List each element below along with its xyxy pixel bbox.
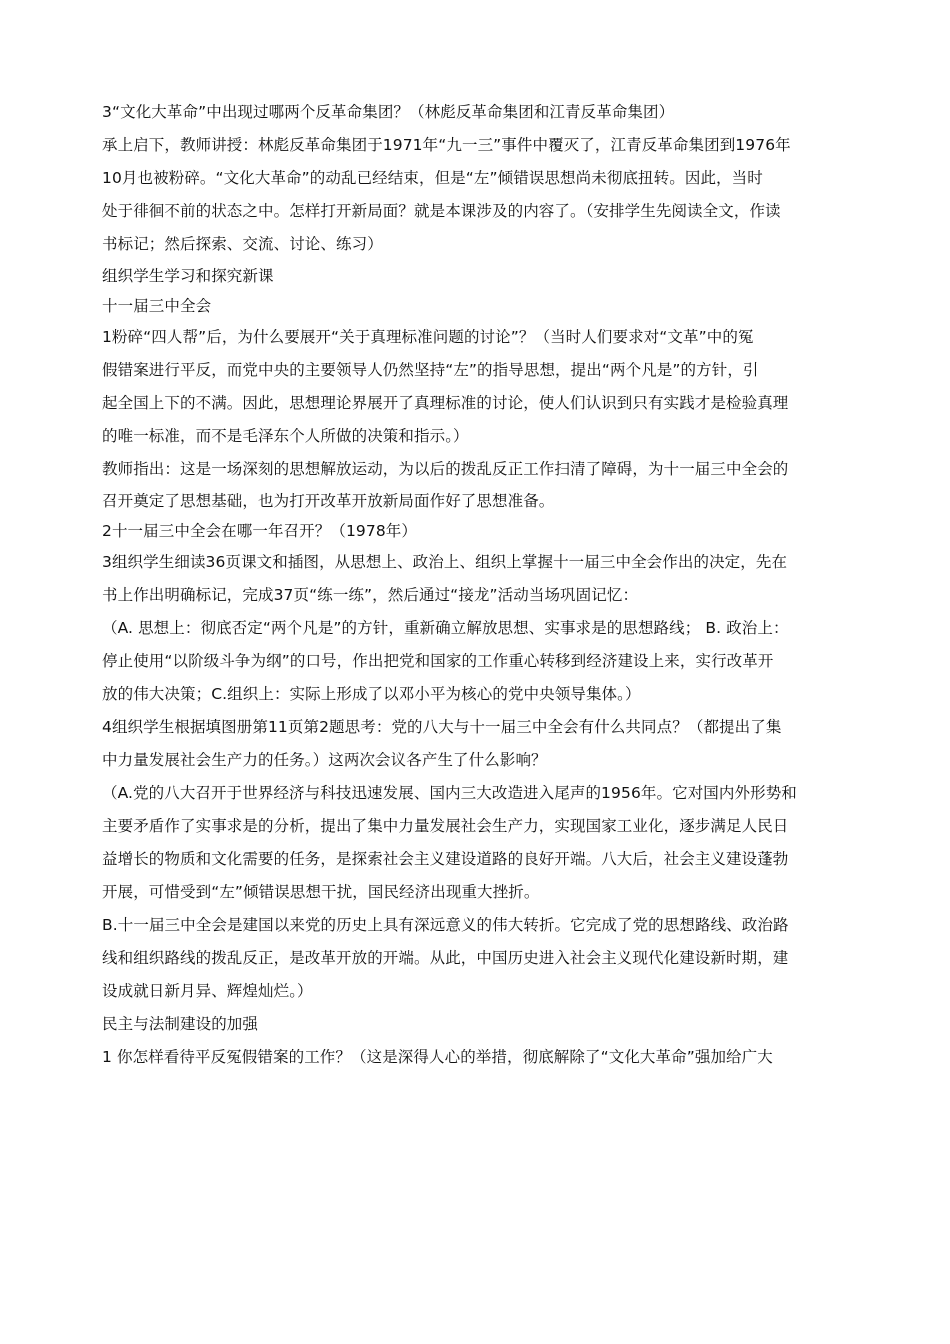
text-line: 假错案进行平反，而党中央的主要领导人仍然坚持“左”的指导思想，提出“两个凡是”的方针，引 (102, 361, 759, 379)
section-heading: 十一届三中全会 (102, 297, 212, 315)
text-line: 益增长的物质和文化需要的任务，是探索社会主义建设道路的良好开端。八大后，社会主义建设蓬勃 (102, 850, 789, 868)
section-heading: 组织学生学习和探究新课 (102, 267, 274, 285)
text-line: 10月也被粉碎。“文化大革命”的动乱已经结束，但是“左”倾错误思想尚未彻底扭转。因此，当时 (102, 169, 763, 187)
text-line: 3“文化大革命”中出现过哪两个反革命集团？（林彪反革命集团和江青反革命集团） (102, 103, 675, 121)
text-line: 中力量发展社会生产力的任务。）这两次会议各产生了什么影响？ (102, 751, 547, 769)
text-line: （A. 思想上：彻底否定“两个凡是”的方针，重新确立解放思想、实事求是的思想路线； B. 政治上： (102, 619, 789, 637)
text-line: 处于徘徊不前的状态之中。怎样打开新局面？就是本课涉及的内容了。（安排学生先阅读全文，作读 (102, 202, 781, 220)
text-line: 4组织学生根据填图册第11页第2题思考：党的八大与十一届三中全会有什么共同点？（都提出了集 (102, 718, 782, 736)
text-line: 设成就日新月异、辉煌灿烂。） (102, 982, 313, 1000)
text-line: 放的伟大决策；C.组织上：实际上形成了以邓小平为核心的党中央领导集体。） (102, 685, 641, 703)
text-line: 书标记；然后探索、交流、讨论、练习） (102, 235, 383, 253)
text-line: （A.党的八大召开于世界经济与科技迅速发展、国内三大改造进入尾声的1956年。它对国内外形势和 (102, 784, 797, 802)
text-line: B.十一届三中全会是建国以来党的历史上具有深远意义的伟大转折。它完成了党的思想路线、政治路 (102, 916, 789, 934)
text-line: 1粉碎“四人帮”后，为什么要展开“关于真理标准问题的讨论”？（当时人们要求对“文革”中的冤 (102, 328, 754, 346)
text-line: 1 你怎样看待平反冤假错案的工作？（这是深得人心的举措，彻底解除了“文化大革命”强加给广大 (102, 1048, 773, 1066)
text-line: 的唯一标准，而不是毛泽东个人所做的决策和指示。） (102, 427, 469, 445)
text-line: 教师指出：这是一场深刻的思想解放运动，为以后的拨乱反正工作扫清了障碍，为十一届三中全会的 (102, 460, 789, 478)
text-line: 起全国上下的不满。因此，思想理论界展开了真理标准的讨论，使人们认识到只有实践才是检验真理 (102, 394, 789, 412)
text-line: 承上启下，教师讲授：林彪反革命集团于1971年“九一三”事件中覆灭了，江青反革命集团到1976年 (102, 136, 791, 154)
text-line: 线和组织路线的拨乱反正，是改革开放的开端。从此，中国历史进入社会主义现代化建设新时期，建 (102, 949, 789, 967)
text-line: 主要矛盾作了实事求是的分析，提出了集中力量发展社会生产力，实现国家工业化，逐步满足人民日 (102, 817, 789, 835)
text-line: 书上作出明确标记，完成37页“练一练”，然后通过“接龙”活动当场巩固记忆： (102, 586, 639, 604)
text-line: 召开奠定了思想基础，也为打开改革开放新局面作好了思想准备。 (102, 492, 555, 510)
text-line: 停止使用“以阶级斗争为纲”的口号，作出把党和国家的工作重心转移到经济建设上来，实行改革开 (102, 652, 774, 670)
text-line: 2十一届三中全会在哪一年召开？（1978年） (102, 522, 418, 540)
text-line: 3组织学生细读36页课文和插图，从思想上、政治上、组织上掌握十一届三中全会作出的决定，先在 (102, 553, 788, 571)
text-line: 开展，可惜受到“左”倾错误思想干扰，国民经济出现重大挫折。 (102, 883, 540, 901)
document-body (102, 96, 854, 1074)
section-heading: 民主与法制建设的加强 (102, 1015, 259, 1033)
